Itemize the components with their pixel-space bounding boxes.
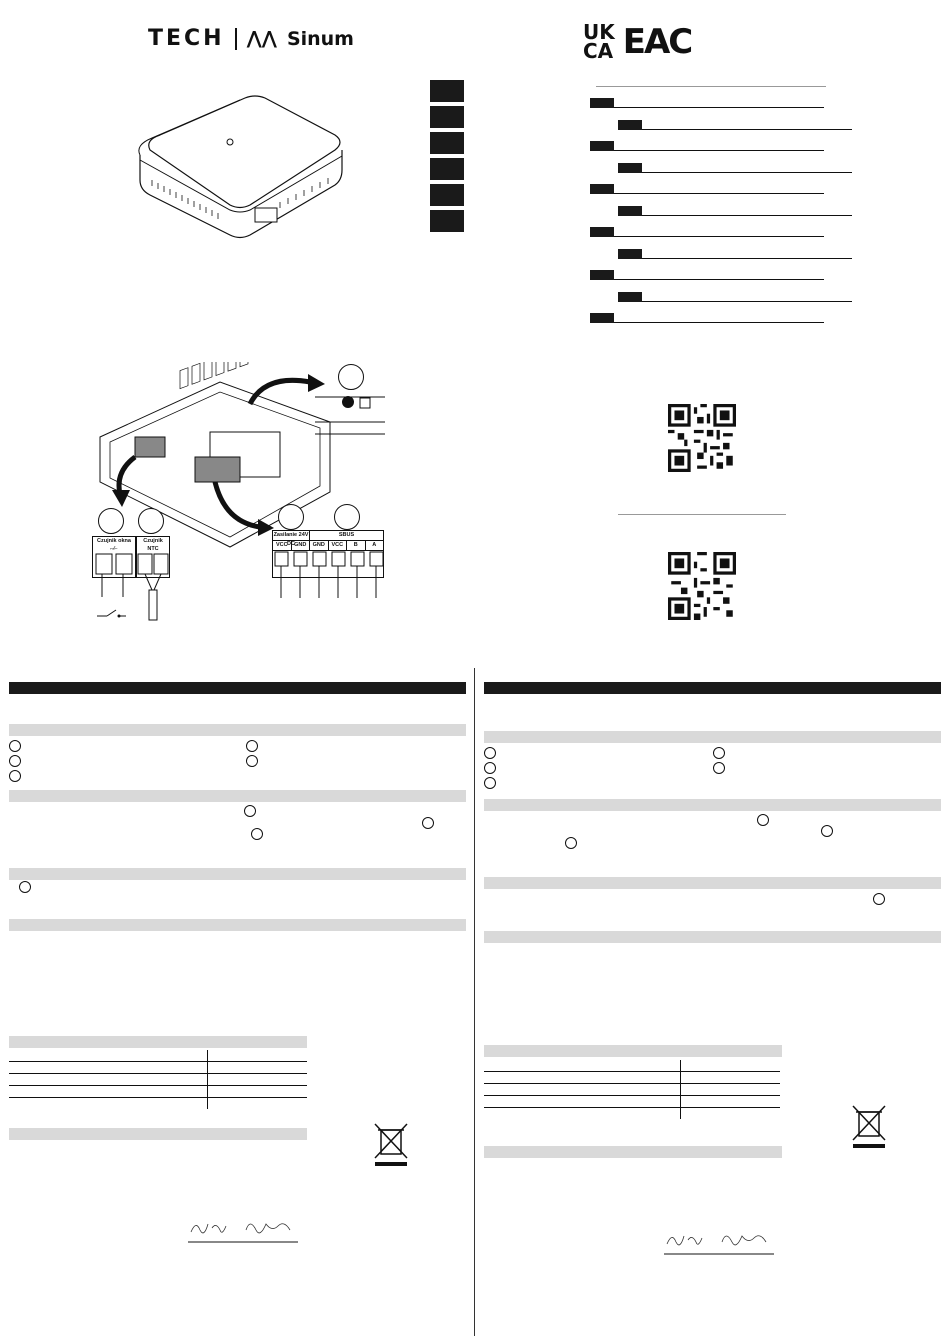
ukca-line2: CA: [583, 39, 614, 63]
brand-logo: [148, 26, 354, 51]
table-row: [484, 1108, 780, 1120]
callout-marker: [19, 881, 31, 893]
lang-box-5: [430, 184, 464, 206]
callout-circle: [334, 504, 360, 530]
eac-mark: EAC: [622, 22, 692, 62]
callout-marker: [422, 817, 434, 829]
brand-tech: TECH: [148, 26, 225, 51]
lang-box-6: [430, 210, 464, 232]
callout-circle: [138, 508, 164, 534]
callout-circle: [278, 504, 304, 530]
power-label: Zasilanie 24V DC: [273, 532, 309, 547]
callout-marker: [246, 755, 258, 767]
brand-sinum: Sinum: [286, 27, 354, 50]
title-bar-left: [9, 682, 466, 694]
callout-marker: [244, 805, 256, 817]
table-row: [9, 1098, 307, 1110]
table-row: [484, 1084, 780, 1096]
callout-marker: [565, 837, 577, 849]
signature-image: [662, 1226, 776, 1258]
signature-image: [186, 1214, 300, 1246]
terminal-label: A: [372, 542, 377, 548]
callout-marker: [484, 777, 496, 789]
ukca-mark: [583, 20, 615, 63]
top-divider: [596, 86, 826, 87]
lang-index-row: [590, 184, 824, 194]
section-bar: [9, 1128, 307, 1140]
table-header-bar: [484, 1045, 782, 1057]
table-header-bar: [9, 1036, 307, 1048]
lang-box-1: [430, 80, 464, 102]
logo-divider: [235, 28, 237, 50]
ukca-line1: UK: [583, 20, 615, 44]
qr-divider: [618, 514, 786, 515]
weee-bin-icon: [850, 1104, 888, 1150]
bus-label: SBUS: [338, 532, 355, 538]
callout-marker: [246, 740, 258, 752]
lang-index-row: [590, 98, 824, 108]
table-row: [9, 1050, 307, 1062]
callout-marker: [821, 825, 833, 837]
section-bar: [484, 731, 941, 743]
lang-index-row: [618, 120, 852, 130]
callout-marker: [9, 740, 21, 752]
lang-box-2: [430, 106, 464, 128]
sensor-probe-icon: [149, 590, 157, 620]
table-row: [484, 1096, 780, 1108]
terminal-label: B: [347, 541, 366, 550]
terminal-label: GND: [292, 541, 311, 550]
right-terminal-wires: [272, 548, 386, 600]
ntc-label-2: NTC: [147, 546, 159, 552]
lang-index-row: [590, 141, 824, 151]
qr-code-icon[interactable]: [668, 404, 736, 472]
weee-bin-icon: [372, 1122, 410, 1168]
terminal-label: VCC: [273, 541, 292, 550]
page-divider: [474, 668, 475, 1336]
section-bar: [9, 919, 466, 931]
spec-table: [484, 1060, 780, 1119]
callout-marker: [713, 747, 725, 759]
lang-box-4: [430, 158, 464, 180]
lang-index-row: [590, 270, 824, 280]
window-sensor-label: Czujnik okna: [97, 538, 131, 544]
left-terminal-wires: [92, 552, 172, 624]
table-row: [9, 1062, 307, 1074]
lang-box-3: [430, 132, 464, 154]
callout-marker: [873, 893, 885, 905]
callout-circle: [338, 364, 364, 390]
ntc-label-1: Czujnik: [143, 538, 163, 544]
callout-circle: [98, 508, 124, 534]
terminal-label: VCC: [329, 541, 348, 550]
callout-marker: [713, 762, 725, 774]
switch-icon: ⌐⁄⌐: [110, 546, 118, 552]
lang-index-row: [618, 249, 852, 259]
section-bar: [484, 1146, 782, 1158]
callout-marker: [484, 747, 496, 759]
table-row: [9, 1074, 307, 1086]
sinum-icon: ⋀⋀: [246, 28, 277, 49]
terminal-label: GND: [310, 541, 329, 550]
device-illustration: [130, 90, 350, 250]
section-bar: [9, 868, 466, 880]
callout-marker: [9, 755, 21, 767]
callout-marker: [757, 814, 769, 826]
qr-code-icon[interactable]: [668, 552, 736, 620]
callout-marker: [9, 770, 21, 782]
callout-marker: [484, 762, 496, 774]
section-bar: [9, 724, 466, 736]
callout-marker: [251, 828, 263, 840]
table-row: [9, 1086, 307, 1098]
lang-index-row: [618, 206, 852, 216]
title-bar-right: [484, 682, 941, 694]
table-row: [484, 1060, 780, 1072]
lang-index-row: [590, 227, 824, 237]
lang-index-row: [618, 163, 852, 173]
lang-index-row: [618, 292, 852, 302]
section-bar: [484, 799, 941, 811]
section-bar: [9, 790, 466, 802]
lang-index-row: [590, 313, 824, 323]
section-bar: [484, 877, 941, 889]
table-row: [484, 1072, 780, 1084]
certification-marks: [583, 22, 691, 62]
section-bar: [484, 931, 941, 943]
spec-table: [9, 1050, 307, 1109]
